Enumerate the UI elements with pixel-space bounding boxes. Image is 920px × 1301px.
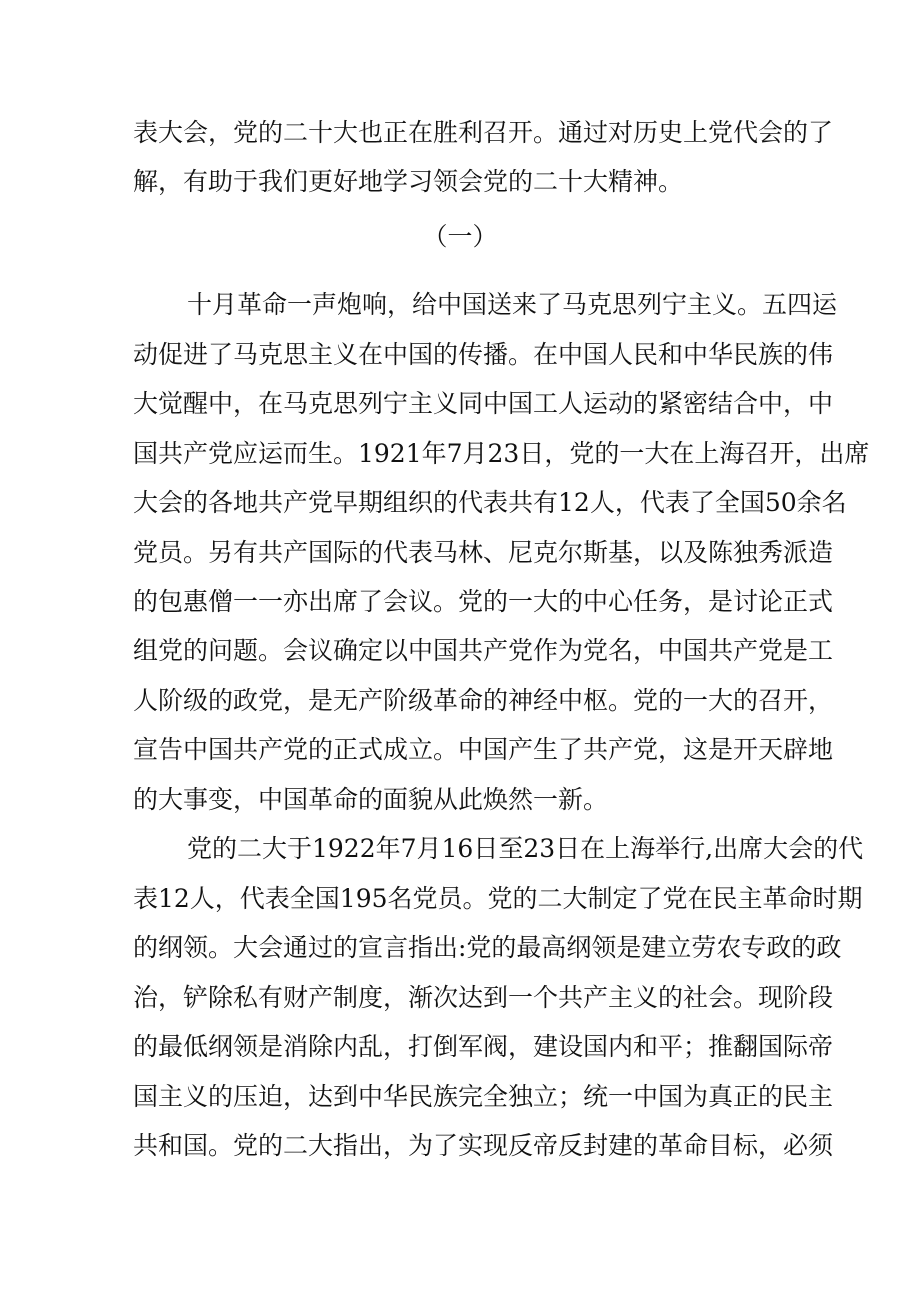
paragraph1-line-7: 的包惠僧一一亦出席了会议。党的一大的中心任务，是讨论正式 — [133, 587, 834, 616]
paragraph2-line-4: 治，铲除私有财产制度，渐次达到一个共产主义的社会。现阶段 — [133, 983, 834, 1012]
intro-line-1: 表大会，党的二十大也正在胜利召开。通过对历史上党代会的了 — [133, 118, 834, 147]
paragraph1-line-2: 动促进了马克思主义在中国的传播。在中国人民和中华民族的伟 — [133, 340, 834, 369]
paragraph1-line-6: 党员。另有共产国际的代表马林、尼克尔斯基，以及陈独秀派造 — [133, 538, 834, 567]
paragraph1-line-9: 人阶级的政党，是无产阶级革命的神经中枢。党的一大的召开， — [133, 686, 834, 715]
paragraph2-line-7: 共和国。党的二大指出，为了实现反帝反封建的革命目标，必须 — [133, 1131, 834, 1160]
paragraph2-line-2: 表12人，代表全国195名党员。党的二大制定了党在民主革命时期 — [133, 884, 863, 913]
paragraph1-line-11: 的大事变，中国革命的面貌从此焕然一新。 — [133, 785, 609, 814]
paragraph2-line-6: 国主义的压迫，达到中华民族完全独立；统一中国为真正的民主 — [133, 1082, 834, 1111]
paragraph1-line-5: 大会的各地共产党早期组织的代表共有12人，代表了全国50余名 — [133, 488, 847, 517]
paragraph1-line-8: 组党的问题。会议确定以中国共产党作为党名，中国共产党是工 — [133, 636, 834, 665]
paragraph1-line-3: 大觉醒中，在马克思列宁主义同中国工人运动的紧密结合中，中 — [133, 389, 834, 418]
intro-line-2: 解，有助于我们更好地学习领会党的二十大精神。 — [133, 167, 684, 196]
paragraph2-line-3: 的纲领。大会通过的宣言指出:党的最高纲领是建立劳农专政的政 — [133, 933, 842, 962]
section-heading: （一） — [422, 222, 498, 251]
paragraph1-line-1: 十月革命一声炮响，给中国送来了马克思列宁主义。五四运 — [187, 290, 838, 319]
paragraph2-line-5: 的最低纲领是消除内乱，打倒军阀，建设国内和平；推翻国际帝 — [133, 1032, 834, 1061]
paragraph1-line-4: 国共产党应运而生。1921年7月23日，党的一大在上海召开，出席 — [133, 439, 870, 468]
paragraph1-line-10: 宣告中国共产党的正式成立。中国产生了共产党，这是开天辟地 — [133, 735, 834, 764]
paragraph2-line-1: 党的二大于1922年7月16日至23日在上海举行,出席大会的代 — [187, 834, 864, 863]
